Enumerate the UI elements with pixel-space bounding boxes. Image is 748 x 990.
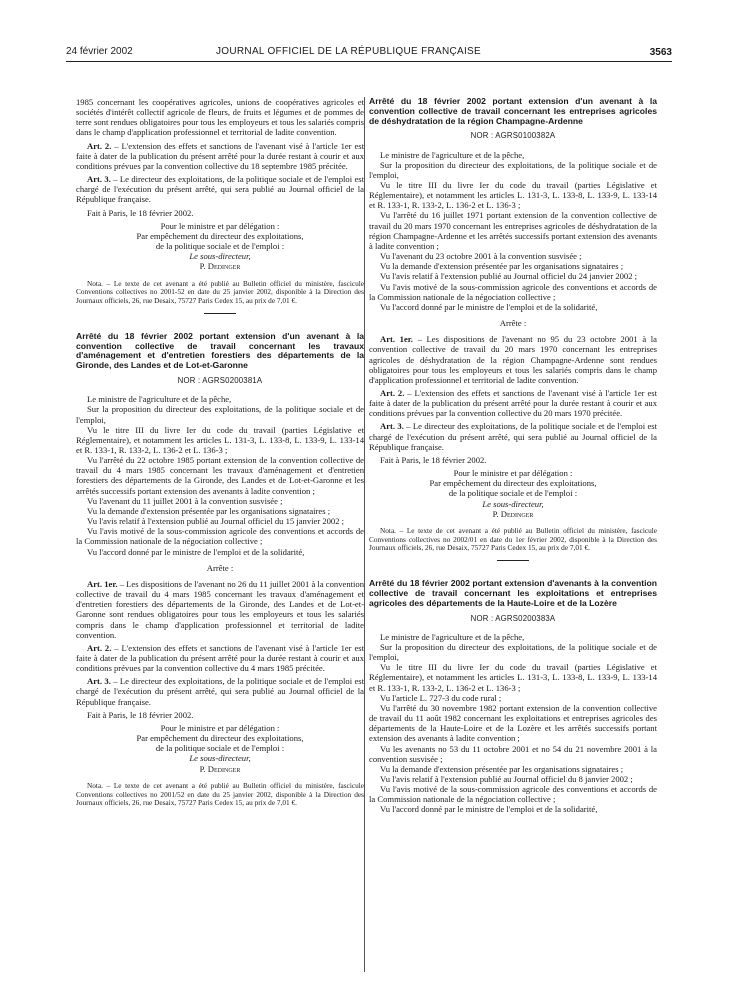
visa-line: Vu l'avis motivé de la sous-commission agricole des conventions et accords de la Commission nationale de la négociation collective ; bbox=[369, 784, 657, 805]
arrete-heading: Arrête : bbox=[499, 318, 527, 329]
nor-reference: NOR : AGRS0100382A bbox=[470, 131, 556, 141]
article-text: – Le directeur des exploitations, de la politique sociale et de l'emploi est chargé de l'exécution du présent arrêté, qui sera publié au Journal officiel de la République française. bbox=[76, 174, 365, 205]
article-label: Art. 3. bbox=[87, 676, 111, 687]
continuation-paragraph: 1985 concernant les coopératives agricoles, unions de coopératives agricoles et sociétés d'intérêt collectif agricole de fleurs, de fruits et légumes et de pommes de terre sont rendues obligatoires pour tous les employeurs et tous les salariés compris dans le champ d'application professionnel et territorial de ladite convention. bbox=[76, 97, 364, 138]
visa-line: Vu l'arrêté du 22 octobre 1985 portant extension de la convention collective de travail du 4 mars 1985 concernant les travaux d'aménagement et d'entretien forestiers des départements de la Gironde, des Landes et de Lot-et-Garonne et les arrêtés successifs portant extension des avenants à ladite convention ; bbox=[76, 455, 364, 496]
signature-role: Le sous-directeur, bbox=[189, 753, 251, 764]
visa-line: Vu l'avenant du 11 juillet 2001 à la convention susvisée ; bbox=[87, 495, 283, 506]
arrete-heading: Arrête : bbox=[206, 562, 234, 573]
left-column bbox=[76, 97, 364, 808]
page-number: 3563 bbox=[649, 47, 672, 58]
signature-line: Pour le ministre et par délégation : bbox=[160, 722, 280, 733]
page-header bbox=[66, 38, 672, 62]
visa-line: Le ministre de l'agriculture et de la pêche, bbox=[87, 394, 232, 405]
visa-line: Vu l'avis relatif à l'extension publié au Journal officiel du 15 janvier 2002 ; bbox=[87, 516, 345, 527]
visa-line: Sur la proposition du directeur des exploitations, de la politique sociale et de l'emploi, bbox=[76, 404, 364, 425]
signature-line: Par empêchement du directeur des exploitations, bbox=[136, 230, 304, 241]
signature-date: Fait à Paris, le 18 février 2002. bbox=[87, 709, 194, 720]
article-text: – Les dispositions de l'avenant no 26 du 11 juillet 2001 à la convention collective de travail du 4 mars 1985 concernant les travaux d'aménagement et d'entretien forestiers des départements de la Gironde, des Landes et de Lot-et-Garonne sont rendues obligatoires pour tous les employeurs et tous les salariés compris dans le champ d'application professionnel et territorial de ladite convention. bbox=[76, 578, 364, 640]
column-divider bbox=[364, 97, 365, 972]
visa-line: Vu l'avenant du 23 octobre 2001 à la convention susvisée ; bbox=[380, 251, 582, 262]
signature-date: Fait à Paris, le 18 février 2002. bbox=[87, 207, 194, 218]
visa-line: Vu l'article L. 727-3 du code rural ; bbox=[380, 692, 502, 703]
signature-line: de la politique sociale et de l'emploi : bbox=[155, 241, 285, 252]
visa-line: Sur la proposition du directeur des exploitations, de la politique sociale et de l'emploi, bbox=[369, 641, 657, 663]
nor-reference: NOR : AGRS0200383A bbox=[470, 613, 556, 623]
signature-role: Le sous-directeur, bbox=[189, 251, 251, 262]
right-column bbox=[369, 97, 657, 815]
article-paragraph bbox=[76, 643, 364, 673]
visa-line: Vu l'arrêté du 16 juillet 1971 portant extension de la convention collective de travail du 20 mars 1970 concernant les entreprises agricoles de déshydratation de la région Champagne-Ardenne et les arrêtés successifs portant extension des avenants à ladite convention ; bbox=[369, 210, 657, 251]
signature-line: Par empêchement du directeur des exploitations, bbox=[136, 733, 304, 744]
visa-line: Vu l'arrêté du 30 novembre 1982 portant extension de la convention collective de travail du 11 août 1982 concernant les exploitations et entreprises agricoles des départements de la Haute-Loire et de la Lozère et les arrêtés successifs portant extension des avenants à ladite convention ; bbox=[369, 702, 657, 744]
visa-line: Vu l'avis motivé de la sous-commission agricole des conventions et accords de la Commission nationale de la négociation collective ; bbox=[76, 526, 364, 547]
signature-line: de la politique sociale et de l'emploi : bbox=[155, 743, 285, 754]
article-text: – L'extension des effets et sanctions de l'avenant visé à l'article 1er est faite à dater de la publication du présent arrêté pour la durée restant à courir et aux conditions prévues par la convention collective du 20 mars 1970 précitée. bbox=[369, 387, 657, 419]
signatory-name: P. Dedinger bbox=[199, 763, 241, 774]
visa-line: Vu le titre III du livre Ier du code du travail (parties Législative et Réglementaire), et notamment les articles L. 131-3, L. 133-8, L. 133-9, L. 133-14 et R. 133-1, R. 133-2, L. 136-2 et L. 136-3 ; bbox=[369, 180, 657, 211]
visa-line: Vu l'avis relatif à l'extension publié au Journal officiel du 8 janvier 2002 ; bbox=[380, 773, 633, 784]
article-paragraph bbox=[369, 421, 657, 451]
article-paragraph bbox=[369, 388, 657, 418]
separator bbox=[497, 560, 529, 561]
visa-line: Vu l'accord donné par le ministre de l'emploi et de la solidarité, bbox=[380, 301, 598, 312]
article-label: Art. 2. bbox=[87, 140, 112, 151]
article-paragraph bbox=[76, 174, 364, 204]
nota-paragraph: Nota. – Le texte de cet avenant a été publié au Bulletin officiel du ministère, fascicule Conventions collectives no 2001/52 en date du 25 janvier 2002, disponible à la Direction des Journaux officiels, 26, rue Desaix, 75727 Paris Cedex 15, au prix de 7,01 €. bbox=[76, 780, 364, 808]
decree-title: Arrêté du 18 février 2002 portant extension d'un avenant à la convention collective de travail concernant les travaux d'aménagement et d'entretien forestiers des départements de la Gironde, des Landes et de Lot-et-Garonne bbox=[76, 330, 364, 371]
article-label: Art. 3. bbox=[87, 174, 111, 185]
visa-line: Sur la proposition du directeur des exploitations, de la politique sociale et de l'emploi, bbox=[369, 159, 657, 180]
article-label: Art. 3. bbox=[380, 421, 404, 432]
visa-line: Vu le titre III du livre Ier du code du travail (parties Législative et Réglementaire), et notamment les articles L. 131-3, L. 133-8, L. 133-9, L. 133-14 et R. 133-1, R. 133-2, L. 136-2 et L. 136-3 ; bbox=[76, 424, 364, 456]
article-text: – Les dispositions de l'avenant no 95 du 23 octobre 2001 à la convention collective de travail du 20 mars 1970 concernant les entreprises agricoles de déshydratation de la région Champagne-Ardenne sont rendues obligatoires pour tous les employeurs et tous les salariés compris dans le champ d'application professionnel et territorial de ladite convention. bbox=[369, 334, 657, 385]
visa-line: Vu la demande d'extension présentée par les organisations signataires ; bbox=[380, 261, 624, 272]
article-paragraph bbox=[76, 141, 364, 171]
signature-date: Fait à Paris, le 18 février 2002. bbox=[380, 454, 487, 465]
visa-line: Vu les avenants no 53 du 11 octobre 2001 et no 54 du 21 novembre 2001 à la convention susvisée ; bbox=[369, 743, 657, 764]
signatory-name: P. Dedinger bbox=[199, 261, 241, 272]
visa-line: Vu la demande d'extension présentée par les organisations signataires ; bbox=[87, 505, 331, 516]
article-label: Art. 1er. bbox=[380, 334, 413, 345]
visa-line: Vu l'avis motivé de la sous-commission agricole des conventions et accords de la Commission nationale de la négociation collective ; bbox=[369, 281, 657, 302]
article-paragraph bbox=[76, 676, 364, 706]
visa-line: Le ministre de l'agriculture et de la pêche, bbox=[380, 149, 525, 160]
signature-line: Pour le ministre et par délégation : bbox=[453, 468, 573, 479]
nota-paragraph: Nota. – Le texte de cet avenant a été publié au Bulletin officiel du ministère, fascicule Conventions collectives no 2002/01 en date du 1er février 2002, disponible à la Direction des Journaux officiels, 26, rue Desaix, 75727 Paris Cedex 15, au prix de 7,01 €. bbox=[369, 525, 657, 553]
article-paragraph bbox=[76, 579, 364, 640]
article-label: Art. 1er. bbox=[87, 578, 118, 589]
separator bbox=[204, 313, 236, 314]
article-label: Art. 2. bbox=[87, 642, 112, 653]
article-text: – Le directeur des exploitations, de la politique sociale et de l'emploi est chargé de l'exécution du présent arrêté, qui sera publié au Journal officiel de la République française. bbox=[76, 676, 365, 707]
article-text: – L'extension des effets et sanctions de l'avenant visé à l'article 1er est faite à dater de la publication du présent arrêté pour la durée restant à courir et aux conditions prévues par la convention collective du 4 mars 1985 précitée. bbox=[76, 642, 364, 674]
signature-line: Pour le ministre et par délégation : bbox=[160, 220, 280, 231]
visa-line: Vu l'accord donné par le ministre de l'emploi et de la solidarité, bbox=[87, 546, 305, 557]
article-paragraph bbox=[369, 334, 657, 385]
decree-title: Arrêté du 18 février 2002 portant extension d'un avenant à la convention collective de travail concernant les entreprises agricoles de déshydratation de la région Champagne-Ardenne bbox=[369, 96, 657, 126]
signature-line: de la politique sociale et de l'emploi : bbox=[448, 488, 578, 499]
journal-title: JOURNAL OFFICIEL DE LA RÉPUBLIQUE FRANÇAISE bbox=[216, 46, 481, 57]
visa-line: Vu la demande d'extension présentée par les organisations signataires ; bbox=[380, 763, 624, 774]
visa-line: Vu l'accord donné par le ministre de l'emploi et de la solidarité, bbox=[380, 804, 598, 815]
signatory-name: P. Dedinger bbox=[492, 508, 534, 519]
article-text: – L'extension des effets et sanctions de l'avenant visé à l'article 1er est faite à dater de la publication du présent arrêté pour la durée restant à courir et aux conditions prévues par la convention collective du 18 septembre 1985 précitée. bbox=[76, 140, 364, 171]
visa-line: Vu le titre III du livre Ier du code du travail (parties Législative et Réglementaire), et notamment les articles L. 131-3, L. 133-8, L. 133-9, L. 133-14 et R. 133-1, R. 133-2, L. 136-2 et L. 136-3 ; bbox=[369, 662, 657, 693]
visa-line: Le ministre de l'agriculture et de la pêche, bbox=[380, 631, 525, 642]
article-label: Art. 2. bbox=[380, 387, 405, 398]
article-text: – Le directeur des exploitations, de la politique sociale et de l'emploi est chargé de l'exécution du présent arrêté, qui sera publié au Journal officiel de la République française. bbox=[369, 421, 658, 452]
nota-paragraph: Nota. – Le texte de cet avenant a été publié au Bulletin officiel du ministère, fascicule Conventions collectives no 2001-52 en date du 25 janvier 2002, disponible à la Direction des Journaux officiels, 26, rue Desaix, 75727 Paris Cedex 15, au prix de 7,01 €. bbox=[76, 278, 364, 306]
nor-reference: NOR : AGRS0200381A bbox=[177, 376, 263, 386]
visa-line: Vu l'avis relatif à l'extension publié au Journal officiel du 24 janvier 2002 ; bbox=[380, 271, 638, 282]
decree-title: Arrêté du 18 février 2002 portant extension d'avenants à la convention collective de travail concernant les exploitations et entreprises agricoles des départements de la Haute-Loire et de la Lozère bbox=[369, 578, 657, 608]
signature-line: Par empêchement du directeur des exploitations, bbox=[429, 478, 597, 489]
issue-date: 24 février 2002 bbox=[66, 46, 133, 57]
signature-role: Le sous-directeur, bbox=[482, 498, 544, 509]
